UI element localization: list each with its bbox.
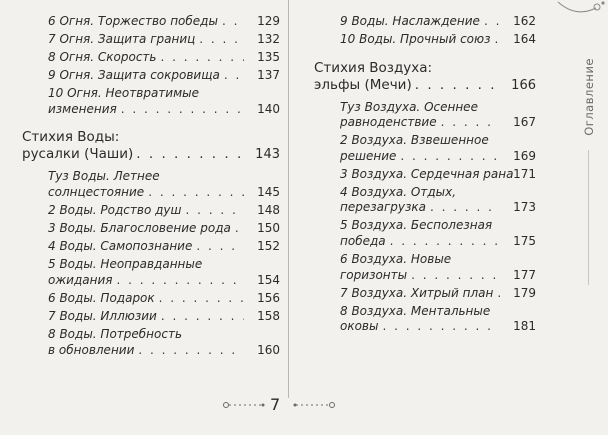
- toc-page-number: 152: [257, 239, 280, 254]
- toc-entry: [314, 286, 536, 302]
- toc-entry: [22, 14, 280, 30]
- toc-title-line: 10 Воды. Прочный союз: [340, 32, 491, 47]
- dot-leader: [415, 77, 499, 94]
- toc-section-heading: [22, 129, 280, 163]
- corner-ornament-icon: [556, 0, 608, 20]
- toc-title-line: 2 Воды. Родство душ: [48, 202, 182, 217]
- toc-entry: [22, 309, 280, 325]
- toc-title-line: 7 Воды. Иллюзии: [48, 308, 157, 323]
- toc-page-number: 167: [513, 115, 536, 130]
- toc-title-line: 8 Огня. Скорость: [48, 50, 157, 65]
- dot-leader: [121, 102, 244, 118]
- toc-page-number: 162: [513, 14, 536, 28]
- toc-title-line: победа: [340, 233, 386, 248]
- dot-leader: [116, 273, 244, 289]
- side-rule: [588, 150, 589, 285]
- toc-entry: [22, 239, 280, 255]
- toc-entry: [22, 221, 280, 237]
- toc-title-line: 9 Воды. Наслаждение: [340, 14, 480, 28]
- toc-title-line: 3 Воды. Благословение рода: [48, 221, 231, 236]
- toc-title-line: перезагрузка: [340, 200, 426, 215]
- toc-entry: [22, 86, 280, 117]
- dot-leader: [430, 200, 500, 216]
- toc-page-number: 156: [257, 290, 280, 305]
- dot-leader: [495, 32, 501, 48]
- dot-leader: [441, 115, 500, 131]
- toc-title-line: 7 Огня. Защита границ: [48, 32, 196, 47]
- dot-leader: [222, 14, 244, 30]
- dot-leader: [400, 149, 500, 165]
- toc-title-line: солнцестояние: [48, 184, 145, 199]
- toc-title-line: 7 Воздуха. Хитрый план: [340, 285, 494, 300]
- dot-leader: [138, 343, 244, 359]
- page-number: 7: [270, 395, 281, 414]
- toc-title-line: равноденствие: [340, 115, 437, 130]
- column-divider: [288, 0, 289, 398]
- toc-page-number: 171: [513, 166, 536, 181]
- toc-entry: [314, 252, 536, 283]
- dot-leader: [224, 68, 244, 84]
- toc-title-line: 4 Воздуха. Отдых,: [340, 184, 457, 199]
- dot-leader: [199, 32, 244, 48]
- toc-page-number: 158: [257, 308, 280, 323]
- dot-leader: [196, 239, 244, 255]
- toc-title-line: изменения: [48, 101, 117, 116]
- toc-title-line: оковы: [340, 319, 379, 334]
- dot-leader: [136, 146, 243, 163]
- toc-entry: [22, 203, 280, 219]
- dot-leader: [411, 268, 500, 284]
- toc-title-line: русалки (Чаши): [22, 146, 134, 163]
- toc-title-line: горизонты: [340, 267, 408, 282]
- toc-entry: [22, 257, 280, 288]
- dot-leader: [161, 309, 244, 325]
- toc-entry: [314, 167, 536, 183]
- toc-title-line: 6 Воздуха. Новые: [340, 252, 452, 267]
- toc-page-number: 173: [513, 200, 536, 215]
- toc-entry: [314, 14, 536, 30]
- toc-entry: [314, 133, 536, 164]
- toc-page-number: 135: [257, 50, 280, 65]
- toc-entry: [314, 218, 536, 249]
- toc-page-number: 137: [257, 68, 280, 83]
- toc-page-number: 143: [255, 147, 280, 163]
- toc-title-line: 3 Воздуха. Сердечная рана: [340, 166, 514, 181]
- toc-right-column: [314, 14, 536, 337]
- toc-title-line: Туз Воды. Летнее: [48, 169, 160, 184]
- toc-title-line: 8 Воды. Потребность: [48, 327, 183, 342]
- toc-title-line: в обновлении: [48, 342, 135, 357]
- toc-title-line: 6 Огня. Торжество победы: [48, 14, 218, 28]
- toc-section-heading: [314, 60, 536, 94]
- toc-page-number: 166: [511, 77, 536, 93]
- side-section-label: Оглавление: [582, 58, 596, 136]
- toc-entry: [314, 32, 536, 48]
- toc-page-number: 175: [513, 233, 536, 248]
- toc-page-number: 164: [513, 32, 536, 47]
- toc-title-line: решение: [340, 148, 397, 163]
- toc-entry: [314, 185, 536, 216]
- toc-title-line: 2 Воздуха. Взвешенное: [340, 133, 489, 148]
- toc-title-line: 9 Огня. Защита сокровища: [48, 68, 220, 83]
- toc-entry: [314, 304, 536, 335]
- dot-leader: [382, 319, 500, 335]
- toc-title-line: 4 Воды. Самопознание: [48, 239, 193, 254]
- toc-page-number: 169: [513, 148, 536, 163]
- toc-page-number: 154: [257, 272, 280, 287]
- footer-ornament-left-icon: [222, 399, 266, 411]
- toc-title-line: 5 Воды. Неоправданные: [48, 257, 203, 272]
- toc-entry: [22, 169, 280, 200]
- toc-title-line: 6 Воды. Подарок: [48, 290, 155, 305]
- toc-page-number: 145: [257, 184, 280, 199]
- dot-leader: [186, 203, 245, 219]
- toc-entry: [22, 291, 280, 307]
- toc-page-number: 140: [257, 101, 280, 116]
- dot-leader: [497, 286, 500, 302]
- toc-page-number: 181: [513, 319, 536, 334]
- toc-entry: [22, 68, 280, 84]
- toc-title-line: эльфы (Мечи): [314, 76, 412, 93]
- dot-leader: [159, 291, 244, 307]
- toc-title-line: Стихия Воздуха:: [314, 59, 433, 76]
- toc-entry: [22, 327, 280, 358]
- toc-left-column: [22, 14, 280, 361]
- toc-title-line: 8 Воздуха. Ментальные: [340, 303, 491, 318]
- toc-title-line: Стихия Воды:: [22, 129, 120, 146]
- toc-page-number: 177: [513, 267, 536, 282]
- toc-title-line: ожидания: [48, 272, 113, 287]
- toc-page-number: 160: [257, 342, 280, 357]
- toc-entry: [22, 32, 280, 48]
- toc-page-number: 129: [257, 14, 280, 28]
- toc-entry: [22, 50, 280, 66]
- dot-leader: [148, 185, 244, 201]
- toc-title-line: 5 Воздуха. Бесполезная: [340, 218, 493, 233]
- toc-page-number: 132: [257, 32, 280, 47]
- dot-leader: [390, 234, 500, 250]
- toc-page-number: 179: [513, 285, 536, 300]
- toc-title-line: 10 Огня. Неотвратимые: [48, 86, 200, 101]
- dot-leader: [160, 50, 244, 66]
- toc-page-number: 148: [257, 202, 280, 217]
- toc-entry: [314, 100, 536, 131]
- toc-title-line: Туз Воздуха. Осеннее: [340, 99, 478, 114]
- toc-page-number: 150: [257, 221, 280, 236]
- dot-leader: [484, 14, 500, 30]
- dot-leader: [235, 221, 244, 237]
- footer-ornament-right-icon: [292, 399, 336, 411]
